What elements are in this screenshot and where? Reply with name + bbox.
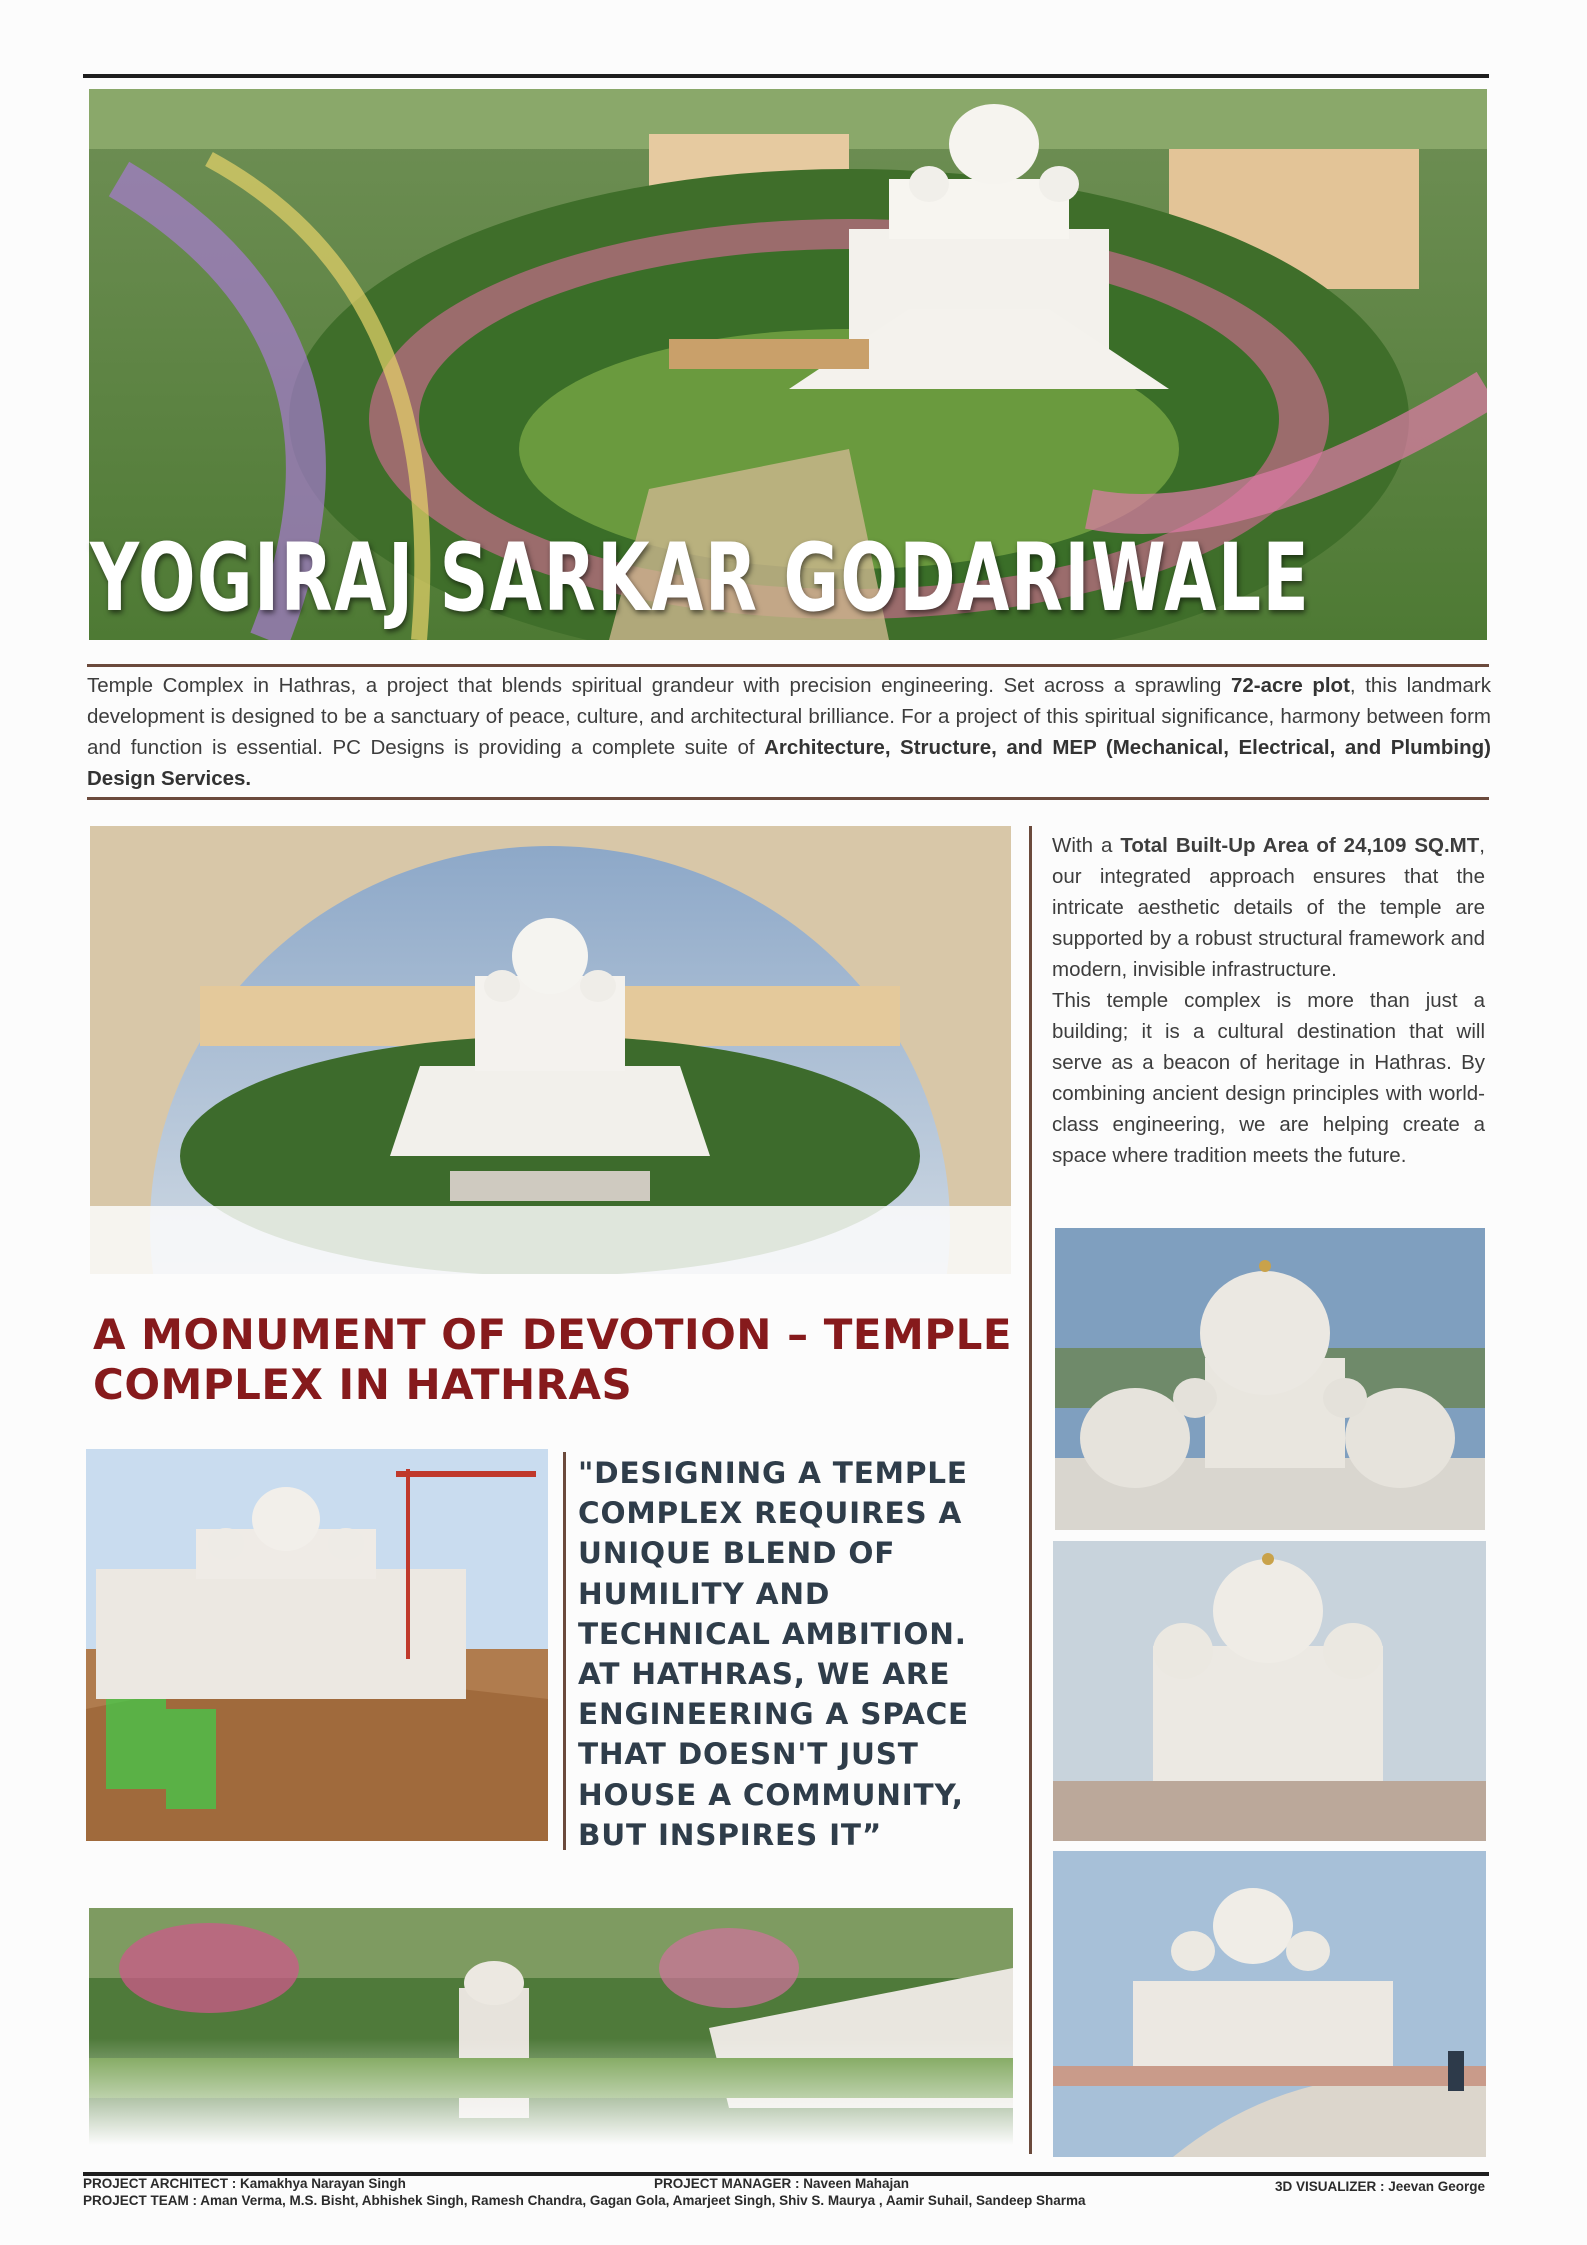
intro-top-rule bbox=[87, 664, 1489, 667]
side-paragraph-1: With a Total Built-Up Area of 24,109 SQ.MT, our integrated approach ensures that the intricate aesthetic details of the temple are supported by a robust structural framework and modern, invisible infrastructure. bbox=[1052, 834, 1485, 981]
credit-visualizer: 3D VISUALIZER : Jeevan George bbox=[1275, 2179, 1486, 2194]
pull-quote: "DESIGNING A TEMPLE COMPLEX REQUIRES A UNIQUE BLEND OF HUMILITY AND TECHNICAL AMBITION. AT HATHRAS, WE ARE ENGINEERING A SPACE THAT DOESN'T JUST HOUSE A COMMUNITY, BUT INSPIRES IT” bbox=[578, 1456, 969, 1852]
side-paragraph-2: This temple complex is more than just a building; it is a cultural destination that will serve as a beacon of heritage in Hathras. By combining ancient design principles with world-class engineering, we are helping create a space where tradition meets the future. bbox=[1052, 989, 1485, 1167]
construction-photo bbox=[86, 1449, 548, 1841]
credit-manager: PROJECT MANAGER : Naveen Mahajan bbox=[654, 2176, 910, 2191]
intro-paragraph: Temple Complex in Hathras, a project that blends spiritual grandeur with precision engineering. Set across a sprawling 72-acre plot, this landmark development is designed to be a sanctuary of peace, culture, and architectural brilliance. For a project of this spiritual significance, harmony between form and function is essential. PC Designs is providing a complete suite of Architecture, Structure, and MEP (Mechanical, Electrical, and Plumbing) Design Services. bbox=[87, 674, 1491, 790]
domes-photo-1 bbox=[1055, 1228, 1485, 1530]
side-description bbox=[1052, 830, 1485, 1171]
column-divider bbox=[1029, 826, 1032, 2154]
intro-bottom-rule bbox=[87, 797, 1489, 800]
temple-photo-3 bbox=[1053, 1851, 1486, 2157]
credit-architect: PROJECT ARCHITECT : Kamakhya Narayan Singh bbox=[83, 2176, 406, 2191]
section-heading: A MONUMENT OF DEVOTION – TEMPLE COMPLEX IN HATHRAS bbox=[93, 1310, 1013, 1409]
credit-team: PROJECT TEAM : Aman Verma, M.S. Bisht, Abhishek Singh, Ramesh Chandra, Gagan Gola, Amarjeet Singh, Shiv S. Maurya , Aamir Suhail, Sandeep Sharma bbox=[83, 2193, 1086, 2208]
arch-view-render bbox=[90, 826, 1011, 1274]
temple-photo-2 bbox=[1053, 1541, 1486, 1841]
garden-render bbox=[89, 1908, 1013, 2145]
top-rule bbox=[83, 74, 1489, 78]
hero-title: YOGIRAJ SARKAR GODARIWALE bbox=[90, 524, 1311, 633]
quote-bar bbox=[563, 1452, 566, 1850]
